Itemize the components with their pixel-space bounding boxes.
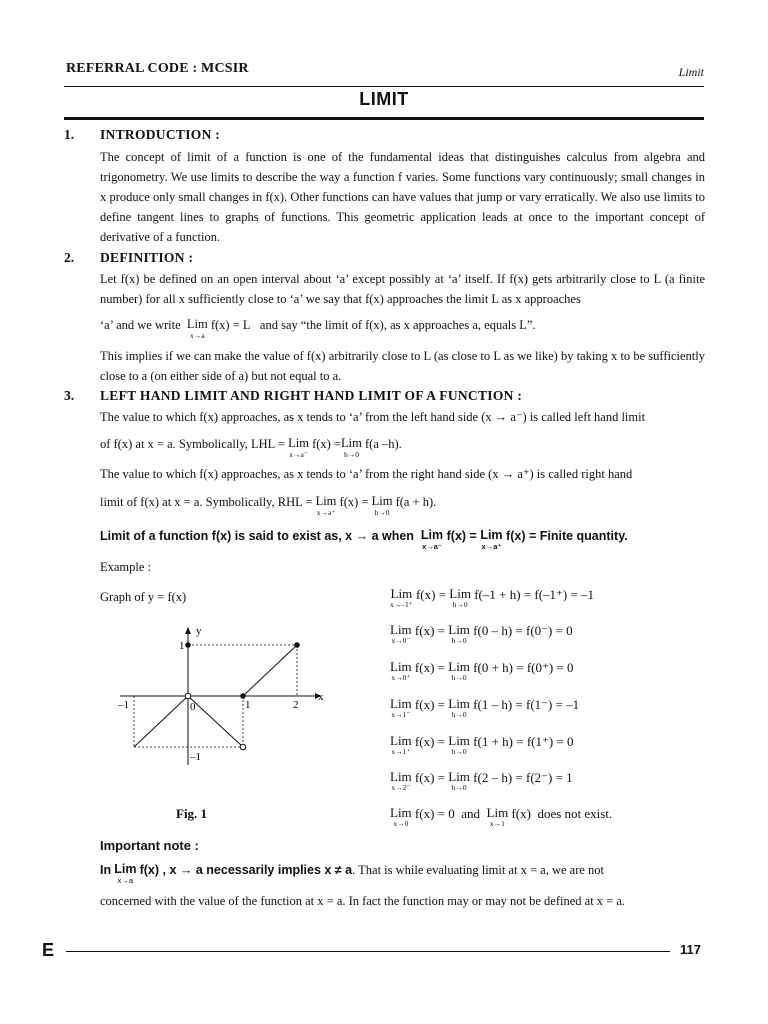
exist-lim-2: Lim x→a⁺ — [480, 528, 503, 551]
eq6-lim-1: Lim x→2⁻ — [390, 769, 412, 792]
note-mid: f(x) , x → a necessarily implies x ≠ a — [139, 863, 353, 877]
eq1-lim-2: Lim h→0 — [449, 586, 471, 609]
y-axis-arrow — [185, 627, 191, 634]
eq1-lim-1: Lim x→–1⁺ — [390, 586, 413, 609]
graph-title: Graph of y = f(x) — [100, 590, 187, 604]
eq7-end: f(x) — [511, 806, 531, 821]
equation-row-1 — [390, 587, 594, 609]
example-label: Example : — [100, 560, 152, 574]
figure-caption: Fig. 1 — [176, 806, 208, 821]
eq7-and: and — [461, 806, 481, 821]
eq5-lim-1: Lim x→1⁺ — [390, 733, 412, 756]
eq1-mid: f(x) = — [415, 587, 447, 602]
eq2-lim-1: Lim x→0⁻ — [390, 622, 412, 645]
rhl-text: The value to which f(x) approaches, as x tends to ‘a’ from the right hand side (x → a⁺) is called right hand — [100, 467, 633, 481]
note-lim: Lim x→a — [114, 862, 137, 885]
eq3-end: f(0 + h) = f(0⁺) = 0 — [473, 660, 574, 675]
referral-code: REFERRAL CODE : MCSIR — [66, 61, 249, 76]
header-topic: Limit — [678, 65, 704, 79]
eq6-lim-2: Lim h→0 — [448, 769, 470, 792]
footer-letter: E — [42, 940, 55, 960]
tick-label-2-x: 2 — [293, 699, 299, 711]
section-1-number: 1. — [64, 127, 75, 142]
lhl-mid: f(x) = — [312, 437, 342, 451]
page-number: 117 — [680, 942, 701, 957]
y-axis-label: y — [196, 625, 202, 637]
rhl-formula-line — [100, 495, 436, 516]
eq3-mid: f(x) = — [414, 660, 445, 675]
lhl-formula-line — [100, 437, 402, 458]
definition-pre: ‘a’ and we write — [100, 318, 181, 332]
section-2-text-3: This implies if we can make the value of f(x) arbitrarily close to L (as close to L as we like) by taking x to be sufficiently close to a (on either side of a) but not equal to a. — [100, 349, 705, 383]
title-rule — [64, 117, 704, 120]
eq7-lim-2: Lim x→1 — [486, 805, 509, 828]
eq7-post: does not exist. — [537, 806, 613, 821]
rhl-lim-2: Lim h→0 — [371, 494, 393, 517]
eq1-end: f(–1 + h) = f(–1⁺) = –1 — [474, 587, 595, 602]
eq2-end: f(0 – h) = f(0⁻) = 0 — [473, 623, 573, 638]
exist-end: f(x) = Finite quantity. — [506, 529, 628, 543]
exist-pre: Limit of a function f(x) is said to exist as, x → a when — [100, 529, 414, 543]
rhl-lim-1: Lim x→a⁺ — [315, 494, 337, 517]
eq6-end: f(2 – h) = f(2⁻) = 1 — [473, 770, 573, 785]
eq3-lim-2: Lim h→0 — [448, 659, 470, 682]
important-note-text: concerned with the value of the function at x = a. In fact the function may or may not be defined at x = a. — [100, 894, 626, 908]
section-2-number: 2. — [64, 250, 75, 265]
lhl-lim-1: Lim x→a⁻ — [288, 436, 309, 459]
limit-exist-statement — [100, 529, 628, 550]
equation-row-6 — [390, 770, 573, 792]
footer-rule — [66, 951, 670, 952]
equation-row-2 — [390, 623, 573, 645]
equation-row-5 — [390, 734, 574, 756]
eq5-end: f(1 + h) = f(1⁺) = 0 — [473, 734, 574, 749]
tick-label-0: 0 — [190, 701, 196, 713]
header-rule — [64, 86, 704, 87]
note-post: . That is while evaluating limit at x = a, we are not — [352, 863, 605, 877]
section-2-text-1: Let f(x) be defined on an open interval about ‘a’ except possibly at ‘a’ itself. If f(x) gets arbitrarily close to L (a finite number) for all x sufficiently close to ‘a’ we say that f(x) approaches the limit L as x approaches — [100, 272, 705, 306]
point-0-0-open — [185, 693, 191, 699]
section-3-heading: LEFT HAND LIMIT AND RIGHT HAND LIMIT OF A FUNCTION : — [100, 388, 523, 403]
eq5-lim-2: Lim h→0 — [448, 733, 470, 756]
note-pre: In — [100, 863, 112, 877]
tick-label-neg1-x: –1 — [118, 699, 129, 711]
eq2-lim-2: Lim h→0 — [448, 622, 470, 645]
eq5-mid: f(x) = — [414, 734, 445, 749]
point-0-1 — [185, 642, 191, 648]
lhl-end: f(a –h). — [365, 437, 402, 451]
lhl-pre: of f(x) at x = a. Symbolically, LHL = — [100, 437, 286, 451]
lhl-lim-2: Lim h→0 — [341, 436, 362, 459]
exist-mid: f(x) = — [446, 529, 477, 543]
equation-row-7 — [390, 806, 612, 828]
eq6-mid: f(x) = — [414, 770, 445, 785]
lhl-text: The value to which f(x) approaches, as x tends to ‘a’ from the left hand side (x → a⁻) is called left hand limit — [100, 410, 646, 424]
section-3-number: 3. — [64, 388, 75, 403]
page-title: LIMIT — [359, 89, 409, 109]
rhl-mid: f(x) = — [339, 495, 369, 509]
tick-label-1-y: 1 — [179, 640, 185, 652]
section-1-heading: INTRODUCTION : — [100, 127, 221, 142]
segment-neg1-0 — [134, 696, 188, 747]
eq4-lim-1: Lim x→1⁻ — [390, 696, 412, 719]
definition-expr: f(x) = L — [210, 318, 251, 332]
important-note-line-1 — [100, 863, 604, 884]
eq3-lim-1: Lim x→0⁺ — [390, 659, 412, 682]
x-axis-label: x — [318, 691, 324, 703]
definition-lim: Lim x→a — [186, 317, 208, 340]
tick-label-neg1-y: –1 — [190, 751, 201, 763]
point-2-1 — [294, 642, 300, 648]
function-graph — [110, 620, 340, 770]
eq4-mid: f(x) = — [414, 697, 445, 712]
rhl-end: f(a + h). — [395, 495, 437, 509]
section-2-heading: DEFINITION : — [100, 250, 194, 265]
equation-row-4 — [390, 697, 579, 719]
rhl-pre: limit of f(x) at x = a. Symbolically, RHL = — [100, 495, 313, 509]
eq7-lim-1: Lim x→0 — [390, 805, 412, 828]
eq4-lim-2: Lim h→0 — [448, 696, 470, 719]
section-1-text: The concept of limit of a function is one of the fundamental ideas that distinguishes calculus from algebra and trigonometry. We use limits to describe the way a function f varies. Some functions vary continuously; small changes in x produce only small changes in f(x). Other functions can have values that jump or vary erratically. We also use limits to define tangent lines to graphs of functions. This geometric application leads at once to the important concept of derivative of a function. — [100, 150, 705, 244]
segment-0-1 — [188, 696, 243, 747]
eq7-mid: f(x) = 0 — [414, 806, 455, 821]
definition-post: and say “the limit of f(x), as x approaches a, equals L”. — [259, 318, 536, 332]
tick-label-1-x: 1 — [245, 699, 251, 711]
definition-formula-line — [100, 318, 536, 339]
important-note-heading: Important note : — [100, 838, 199, 853]
eq2-mid: f(x) = — [414, 623, 445, 638]
equation-row-3 — [390, 660, 574, 682]
segment-1-2 — [243, 645, 297, 696]
eq4-end: f(1 – h) = f(1⁻) = –1 — [473, 697, 580, 712]
point-1-0 — [240, 693, 246, 699]
exist-lim-1: Lim x→a⁻ — [420, 528, 444, 551]
point-1-neg1-open — [240, 744, 246, 750]
